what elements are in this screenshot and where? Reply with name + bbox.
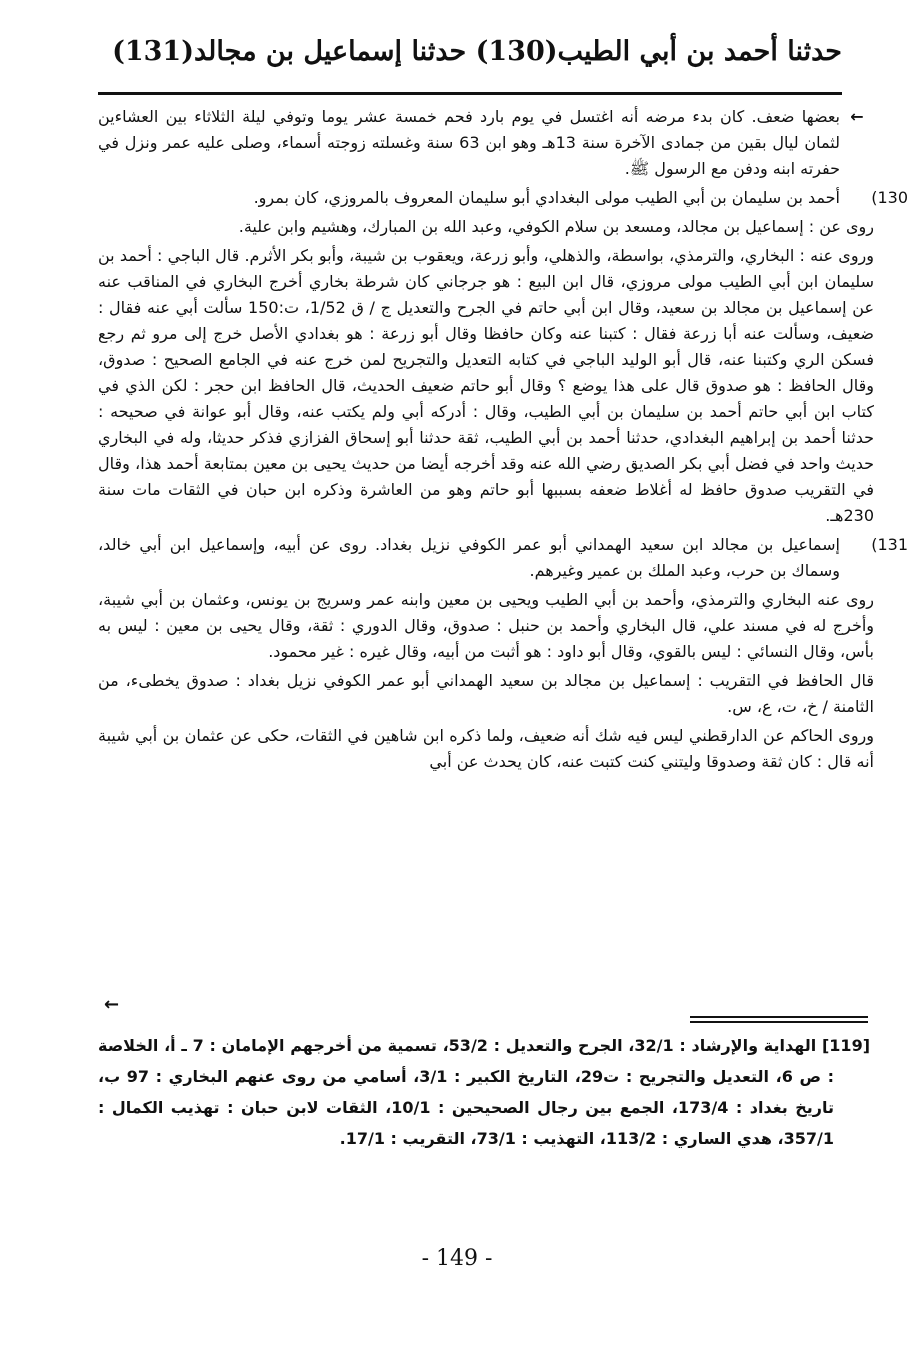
entry-131-paragraph-3: وروى الحاكم عن الدارقطني ليس فيه شك أنه ضعيف، ولما ذكره ابن شاهين في الثقات، حكى عن عثمان بن أبي شيبة أنه قال : كان ثقة وصدوقا وليتني كنت كتبت عنه، كان يحدث عن أبي	[98, 726, 874, 771]
page-header: حدثنا أحمد بن أبي الطيب(130) حدثنا إسماعيل بن مجالد(131)	[112, 36, 842, 67]
entry-131-number: 131)	[871, 535, 908, 554]
entry-131-paragraph-2: قال الحافظ في التقريب : إسماعيل بن مجالد بن سعيد الهمداني أبو عمر الكوفي نزيل بغداد : صدوق يخطىء، من الثامنة / خ، ت، ع، س.	[98, 671, 874, 716]
entry-131-paragraph-1: روى عنه البخاري والترمذي، وأحمد بن أبي الطيب ويحيى بن معين وابنه عمر وسريج بن يونس، وعثمان بن أبي شيبة، وأخرج له في مسند علي، قال البخاري وأحمد بن حنبل : صدوق، وقال الدوري : ثقة، وقال يحيى بن معين : ليس به بأس، وقال النسائي : ليس بالقوي، وقال أبو داود : هو أثبت من أبيه، وقال غيره : غير محمود.	[98, 590, 874, 661]
entry-130-number: 130)	[871, 188, 908, 207]
page-number: - 149 -	[421, 1246, 493, 1271]
entry-131-text: إسماعيل بن مجالد ابن سعيد الهمداني أبو عمر الكوفي نزيل بغداد. روى عن أبيه، وإسماعيل ابن أبي خالد، وسماك بن حرب، وعبد الملك بن عمير وغيرهم.	[98, 535, 840, 580]
footnotes	[98, 1030, 870, 1154]
entry-130-heading	[98, 185, 908, 211]
entry-131-heading	[98, 532, 908, 584]
entry-130-text: أحمد بن سليمان بن أبي الطيب مولى البغدادي أبو سليمان المعروف بالمروزي، كان بمرو.	[253, 188, 840, 207]
footnote-rule	[690, 1016, 868, 1026]
footnote-119: [119] الهداية والإرشاد : 32/1، الجرح والتعديل : 53/2، تسمية من أخرجهم الإمامان : 7 ـ أ، الخلاصة : ص 6، التعديل والتجريح : ت29، التاريخ الكبير : 3/1، أسامي من روى عنهم البخاري : 97 ب، تاريخ بغداد : 173/4، الجمع بين رجال الصحيحين : 10/1، الثقات لابن حبان : تهذيب الكمال : 357/1، هدي الساري : 113/2، التهذيب : 73/1، التقريب : 17/1.	[98, 1036, 871, 1148]
continuation-text: بعضها ضعف. كان بدء مرضه أنه اغتسل في يوم بارد فحم خمسة عشر يوما وتوفي ليلة الثلاثاء بين العشاءين لثمان ليال بقين من جمادى الآخرة سنة 13هـ وهو ابن 63 سنة وغسلته زوجته أسماء، وصلى عليه عمر ونزل في حفرته ابنه ودفن مع الرسول ﷺ.	[98, 107, 840, 178]
entry-130-paragraph-2: وروى عنه : البخاري، والترمذي، بواسطة، والذهلي، وأبو زرعة، ويعقوب بن شيبة، وأبو بكر الأثرم. قال الباجي : أحمد بن سليمان ابن أبي الطيب مولى مروزي، قال ابن البيع : هو جرجاني كان شرطة بخاري أخرج البخاري في المناقب عنه عن إسماعيل بن مجالد بن سعيد، وقال ابن أبي حاتم في الجرح والتعديل ج / ق 1/52، ت:150 سألت أبي عنه فقال : ضعيف، وسألت عنه أبا زرعة فقال : كتبنا عنه وكان حافظا وقال أبو زرعة : هو بغدادي الأصل خرج إلى مرو ثم رجع فسكن الري وكتبنا عنه، قال أبو الوليد الباجي في كتابه التعديل والتجريح لمن خرج عنه في الجامع الصحيح : صدوق، وقال الحافظ : هو صدوق قال على هذا يوضع ؟ وقال أبو حاتم ضعيف الحديث، قال الحافظ ابن حجر : لكن الذي في كتاب ابن أبي حاتم أحمد بن سليمان بن أبي الطيب، وقال : أدركه أبي ولم يكتب عنه، وقال أبو عوانة في صحيحه : حدثنا أحمد بن إبراهيم البغدادي، حدثنا أحمد بن أبي الطيب، ثقة حدثنا أبو إسحاق الفزازي فذكر حديثا، وله في البخاري حديث واحد في فضل أبي بكر الصديق رضي الله عنه وقد أخرجه أيضا من حديث يحيى بن معين بمتابعة أحمد هذا، وقال في التقريب صدوق حافظ له أغلاط ضعفه بسببها أبو حاتم وهو من العاشرة وذكره ابن حبان في الثقات مات سنة 230هـ.	[98, 246, 875, 525]
continues-arrow-icon: ←	[104, 994, 120, 1015]
entry-130-paragraph-1: روى عن : إسماعيل بن مجالد، ومسعد بن سلام الكوفي، وعبد الله بن المبارك، وهشيم وابن علية.	[238, 217, 874, 236]
continuation-arrow-icon: ←	[850, 107, 864, 126]
main-text	[98, 104, 908, 778]
continuation-paragraph	[98, 104, 874, 182]
header-rule	[98, 92, 842, 95]
